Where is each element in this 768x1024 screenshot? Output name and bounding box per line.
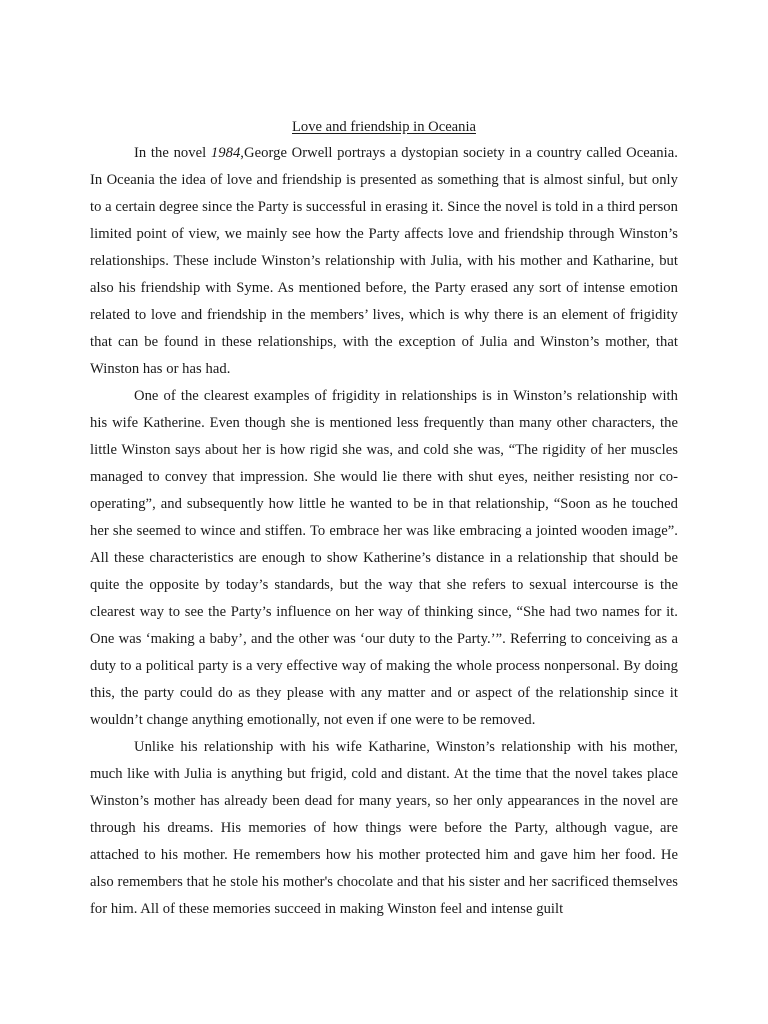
- paragraph-1-body: ,George Orwell portrays a dystopian society in a country called Oceania. In Oceania the idea of love and friendship is presented as something that is almost sinful, but only to a certain degree since the Party is successful in erasing it. Since the novel is told in a third person limited point of view, we mainly see how the Party affects love and friendship through Winston’s relationships. These include Winston’s relationship with Julia, with his mother and Katharine, but also his friendship with Syme. As mentioned before, the Party erased any sort of intense emotion related to love and friendship in the members’ lives, which is why there is an element of frigidity that can be found in these relationships, with the exception of Julia and Winston’s mother, that Winston has or has had.: [90, 145, 678, 377]
- document-title: [0, 116, 768, 138]
- paragraph-3: Unlike his relationship with his wife Katharine, Winston’s relationship with his mother, much like with Julia is anything but frigid, cold and distant. At the time that the novel takes place Winston’s mother has already been dead for many years, so her only appearances in the novel are through his dreams. His memories of how things were before the Party, although vague, are attached to his mother. He remembers how his mother protected him and gave him her food. He also remembers that he stole his mother's chocolate and that his sister and her sacrificed themselves for him. All of these memories succeed in making Winston feel and intense guilt: [90, 739, 678, 917]
- paragraph-1-lead: In the novel: [134, 145, 211, 161]
- paragraph-2: One of the clearest examples of frigidity in relationships is in Winston’s relationship with his wife Katherine. Even though she is mentioned less frequently than many other characters, the little Winston says about her is how rigid she was, and cold she was, “The rigidity of her muscles managed to convey that impression. She would lie there with shut eyes, neither resisting nor co-operating”, and subsequently how little he wanted to be in that relationship, “Soon as he touched her she seemed to wince and stiffen. To embrace her was like embracing a jointed wooden image”. All these characteristics are enough to show Katherine’s distance in a relationship that should be quite the opposite by today’s standards, but the way that she refers to sexual intercourse is the clearest way to see the Party’s influence on her way of thinking since, “She had two names for it. One was ‘making a baby’, and the other was ‘our duty to the Party.’”. Referring to conceiving as a duty to a political party is a very effective way of making the whole process nonpersonal. By doing this, the party could do as they please with any matter and or aspect of the relationship since it wouldn’t change anything emotionally, not even if one were to be removed.: [90, 388, 678, 728]
- document-title-text: Love and friendship in Oceania: [292, 119, 476, 135]
- paragraph-1: [90, 140, 678, 383]
- novel-title-italic: 1984: [210, 145, 241, 161]
